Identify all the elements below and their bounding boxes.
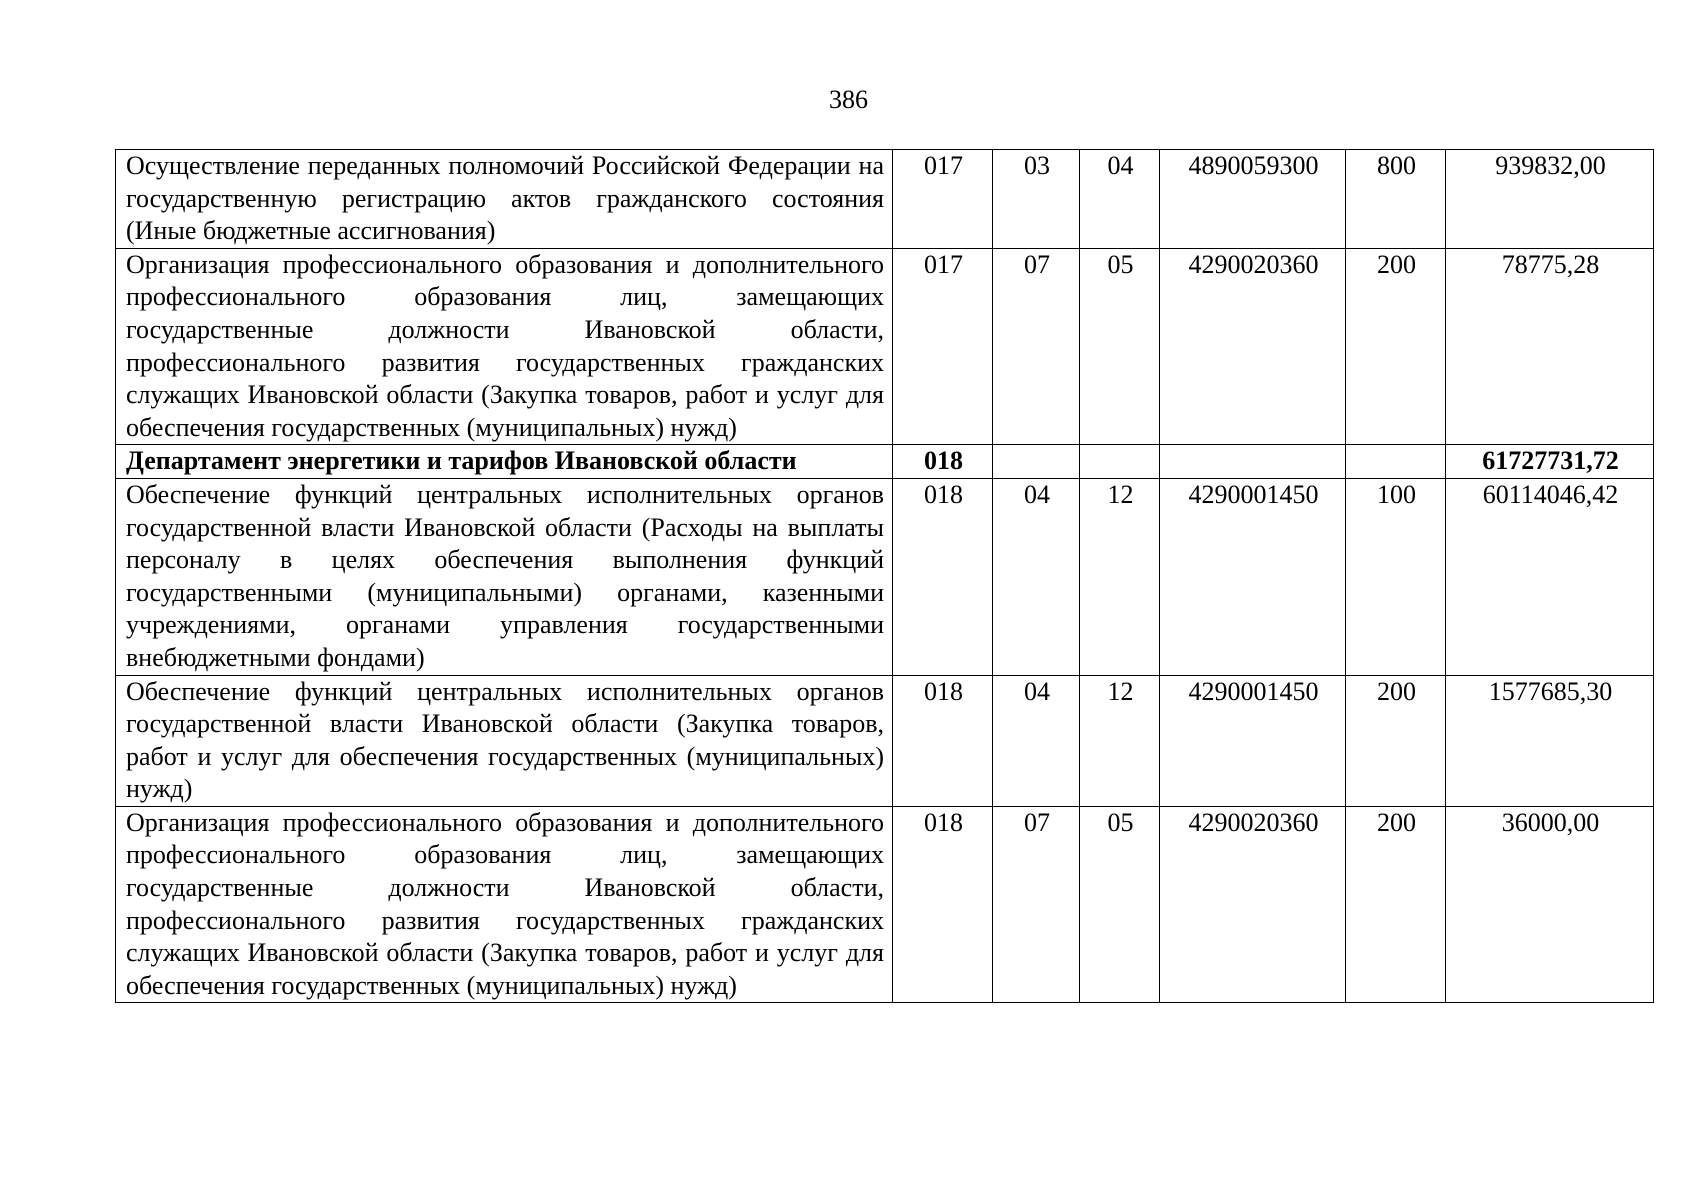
row-subsection-code: 05 bbox=[1080, 248, 1160, 445]
row-amount: 78775,28 bbox=[1446, 248, 1654, 445]
row-target-code: 4290001450 bbox=[1160, 478, 1346, 675]
row-description: Обеспечение функций центральных исполнительных органов государственной власти Ивановской области (Закупка товаров, работ и услуг для обеспечения государственных (муниципальных) нужд) bbox=[116, 675, 893, 806]
row-section-code: 07 bbox=[993, 806, 1080, 1003]
row-ministry-code: 018 bbox=[893, 806, 993, 1003]
row-target-code: 4290020360 bbox=[1160, 806, 1346, 1003]
table-row bbox=[116, 248, 1654, 445]
table-row bbox=[116, 675, 1654, 806]
page-number: 386 bbox=[829, 85, 868, 114]
row-ministry-code: 017 bbox=[893, 150, 993, 249]
row-ministry-code: 018 bbox=[893, 675, 993, 806]
row-subsection-code: 12 bbox=[1080, 478, 1160, 675]
row-section-code bbox=[993, 445, 1080, 479]
budget-table bbox=[115, 149, 1654, 1003]
row-amount: 1577685,30 bbox=[1446, 675, 1654, 806]
row-expense-type-code: 200 bbox=[1346, 675, 1446, 806]
row-subsection-code: 12 bbox=[1080, 675, 1160, 806]
row-description: Обеспечение функций центральных исполнительных органов государственной власти Ивановской области (Расходы на выплаты персоналу в целях обеспечения выполнения функций государственными (муниципальными) органами, казенными учреждениями, органами управления государственными внебюджетными фондами) bbox=[116, 478, 893, 675]
row-description: Осуществление переданных полномочий Российской Федерации на государственную регистрацию актов гражданского состояния (Иные бюджетные ассигнования) bbox=[116, 150, 893, 249]
row-amount: 939832,00 bbox=[1446, 150, 1654, 249]
row-expense-type-code: 800 bbox=[1346, 150, 1446, 249]
row-amount: 60114046,42 bbox=[1446, 478, 1654, 675]
row-description: Департамент энергетики и тарифов Ивановской области bbox=[116, 445, 893, 479]
row-amount: 36000,00 bbox=[1446, 806, 1654, 1003]
row-target-code: 4890059300 bbox=[1160, 150, 1346, 249]
row-target-code: 4290020360 bbox=[1160, 248, 1346, 445]
row-section-code: 04 bbox=[993, 478, 1080, 675]
row-subsection-code bbox=[1080, 445, 1160, 479]
row-expense-type-code: 100 bbox=[1346, 478, 1446, 675]
row-amount: 61727731,72 bbox=[1446, 445, 1654, 479]
row-expense-type-code: 200 bbox=[1346, 806, 1446, 1003]
table-row-department-header bbox=[116, 445, 1654, 479]
row-ministry-code: 017 bbox=[893, 248, 993, 445]
row-subsection-code: 04 bbox=[1080, 150, 1160, 249]
row-target-code bbox=[1160, 445, 1346, 479]
row-ministry-code: 018 bbox=[893, 478, 993, 675]
row-expense-type-code bbox=[1346, 445, 1446, 479]
row-expense-type-code: 200 bbox=[1346, 248, 1446, 445]
table-row bbox=[116, 478, 1654, 675]
row-section-code: 04 bbox=[993, 675, 1080, 806]
table-row bbox=[116, 806, 1654, 1003]
row-description: Организация профессионального образования и дополнительного профессионального образования лиц, замещающих государственные должности Ивановской области, профессионального развития государственных гражданских служащих Ивановской области (Закупка товаров, работ и услуг для обеспечения государственных (муниципальных) нужд) bbox=[116, 248, 893, 445]
row-section-code: 07 bbox=[993, 248, 1080, 445]
row-section-code: 03 bbox=[993, 150, 1080, 249]
row-subsection-code: 05 bbox=[1080, 806, 1160, 1003]
row-ministry-code: 018 bbox=[893, 445, 993, 479]
row-description: Организация профессионального образования и дополнительного профессионального образования лиц, замещающих государственные должности Ивановской области, профессионального развития государственных гражданских служащих Ивановской области (Закупка товаров, работ и услуг для обеспечения государственных (муниципальных) нужд) bbox=[116, 806, 893, 1003]
table-row bbox=[116, 150, 1654, 249]
row-target-code: 4290001450 bbox=[1160, 675, 1346, 806]
